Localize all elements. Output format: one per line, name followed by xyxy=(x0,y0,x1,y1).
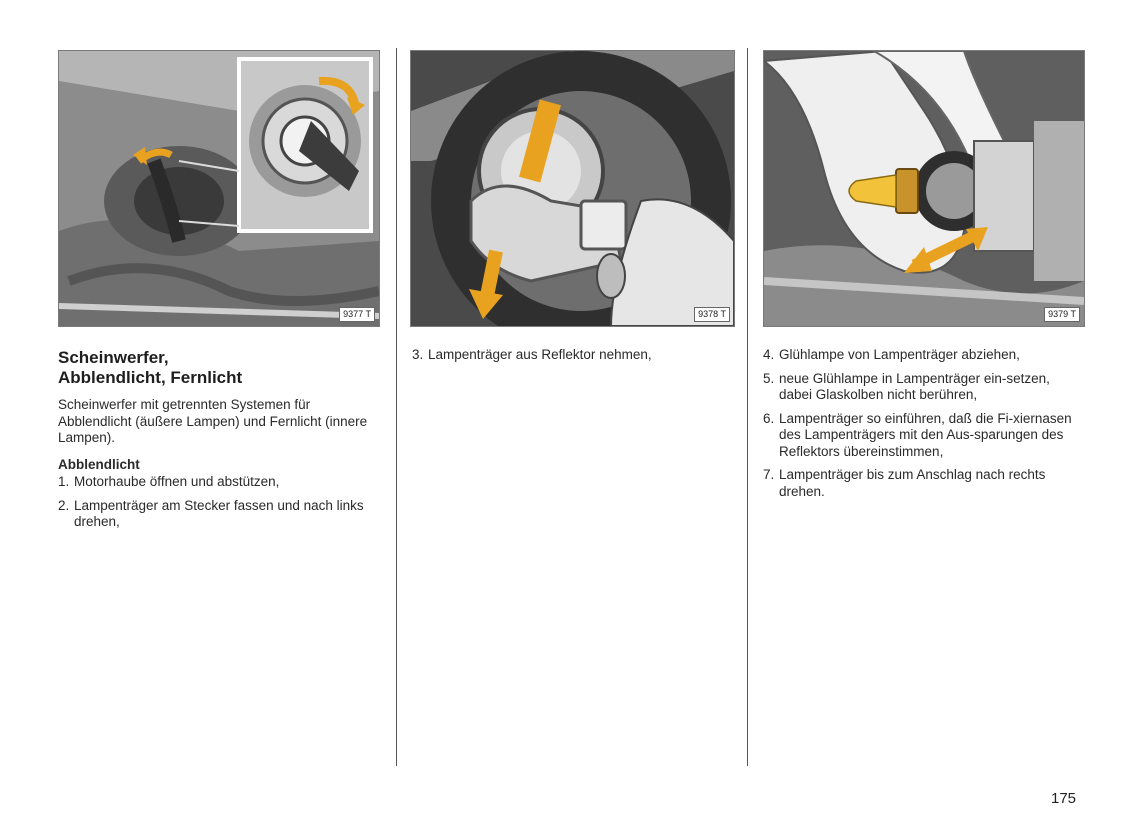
step-number: 3. xyxy=(412,347,424,362)
column-divider-right xyxy=(747,48,748,766)
step-text: neue Glühlampe in Lampenträger ein-setzen, dabei Glaskolben nicht berühren, xyxy=(779,370,1050,402)
headlamp-rear-rotate-illustration xyxy=(59,51,379,326)
list-item xyxy=(763,411,1085,461)
figure-code-label: 9379 T xyxy=(1044,307,1080,322)
heading-line-1: Scheinwerfer, xyxy=(58,348,169,367)
list-item xyxy=(58,498,380,531)
step-text: Lampenträger so einführen, daß die Fi-xiernasen des Lampenträgers mit den Aus-sparungen des Reflektors übereinstimmen, xyxy=(779,410,1072,459)
subheading-abblendlicht: Abblendlicht xyxy=(58,456,140,472)
figure-9378 xyxy=(410,50,735,327)
heading-line-2: Abblendlicht, Fernlicht xyxy=(58,367,243,387)
left-column xyxy=(58,348,380,531)
list-item xyxy=(763,371,1085,404)
step-text: Glühlampe von Lampenträger abziehen, xyxy=(779,347,1020,362)
right-column xyxy=(763,347,1085,500)
middle-column xyxy=(412,347,732,364)
step-number: 1. xyxy=(58,474,70,489)
step-number: 4. xyxy=(763,347,775,362)
figure-code-label: 9378 T xyxy=(694,307,730,322)
list-item xyxy=(763,347,1085,364)
step-text: Lampenträger bis zum Anschlag nach rechts drehen. xyxy=(779,467,1046,499)
figure-code-label: 9377 T xyxy=(339,307,375,322)
lamp-holder-remove-illustration xyxy=(411,51,734,326)
step-text: Lampenträger aus Reflektor nehmen, xyxy=(428,347,652,362)
figure-9377 xyxy=(58,50,380,327)
column-divider-left xyxy=(396,48,397,766)
page-number: 175 xyxy=(1051,790,1077,807)
intro-paragraph: Scheinwerfer mit getrennten Systemen für Abblendlicht (äußere Lampen) und Fernlicht (innere Lampen). xyxy=(58,397,368,445)
list-item xyxy=(763,467,1085,500)
bulb-pull-out-illustration xyxy=(764,51,1084,326)
step-number: 6. xyxy=(763,410,775,426)
step-number: 7. xyxy=(763,467,775,482)
list-item xyxy=(58,474,380,491)
section-heading xyxy=(58,348,380,387)
step-text: Motorhaube öffnen und abstützen, xyxy=(74,474,280,489)
list-item xyxy=(412,347,732,364)
figure-9379 xyxy=(763,50,1085,327)
step-text: Lampenträger am Stecker fassen und nach links drehen, xyxy=(74,497,364,529)
step-number: 2. xyxy=(58,497,70,513)
step-number: 5. xyxy=(763,370,775,386)
